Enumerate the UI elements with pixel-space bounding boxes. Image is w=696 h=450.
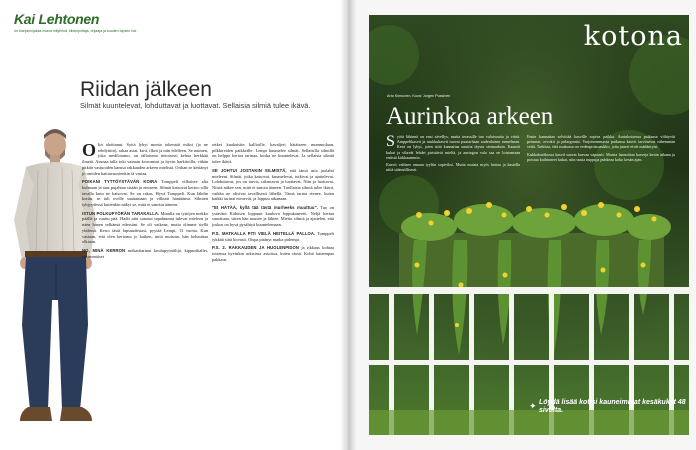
article-section: [82, 211, 208, 245]
section-heading: SE JOHTUI JOSTAKIN SILMISTÄ,: [212, 167, 287, 173]
article-section: [212, 205, 334, 228]
columnist-name: Kai Lehtonen: [14, 11, 100, 27]
article-paragraph: [386, 134, 520, 160]
magazine-masthead: kotona: [583, 21, 683, 52]
dropcap: S: [386, 133, 395, 150]
column-title: Riidan jälkeen: [80, 78, 212, 101]
dropcap: O: [82, 140, 97, 160]
article-column-1: [82, 142, 208, 262]
article-intro: [82, 142, 208, 176]
section-text: Tomppeli vilkaisee alta kulmaan ja taas pujahtaa sisään ja eteiseen. Silmät katsovat kertoo sillä tavalla kuin ne katsovat. Se on rakas. Hyvä Tomppeli. Kun lähdin kotiin, se tuli ovelle saattamaan ja vilkutti häntäänsä. Silmien tyhjyydessä kuitenkin näkyi se, mitä ei sanottu ääneen.: [82, 179, 208, 208]
article-paragraph: Ensin kannattaa selvittää kasville sopiva paikka. Aurinkoisessa paikassa viihtyvät petuniat, orvokit ja pelargoniat. Varjoisemmassa paikassa kasvit tarvitsevat vähemmän vettä. Tarkista, että ruukussa on vedenpoistoaukko, jotta juuret eivät mädäntyisi.: [527, 134, 675, 150]
article-column-2: [212, 142, 334, 265]
section-text: Minulla on tyttöjen mekko päällä ja ruuttu pää. Hadit niin sanotut tapahtumat tulevat mieleen ja näen hänen selkänsä edessäni. Se oli vaikeaa, mutta olimme siellä yhdessä. Kerro tästä lapsuudestasi, pyytää Lempi, 13 vuotta. Kun vastaan, että olen kertonut jo kaiken, mitä muistan, hän kohauttaa olkiaan.: [82, 210, 208, 245]
section-text: noikaritarinat koulupyöräilijä, kippurikallet, ensimmäiset: [82, 247, 208, 259]
article-section: [212, 168, 334, 202]
caption-arrow-icon: ✦: [529, 401, 537, 411]
section-heading: P.S. MATKALLA PITI VIELÄ HEITELLÄ PALLOA.: [212, 230, 316, 236]
article-column-1: [386, 134, 520, 174]
section-heading: NO, MINÄ KERRON: [82, 247, 126, 253]
article-paragraph: Kasvit valitsee omaan tyyliin sopiviksi. Mutta muista myös hoitaa ja kastella niitä säännöllisesti.: [386, 162, 520, 173]
article-section: [212, 231, 334, 242]
intro-text: lin aloittanut. Syitä lyhyt monia tokenaiti miksi (ja ne tehdyttiin), rahaa asiat, kirit, ilkeä ja niin edelleen. Se naimen, joka mediloiamo, on tällaisena tietoisesti kehua herkkää ilmetä. Asunaa talla toki vaiman kvavansut ja hyvin harkitoilla, vähän pitkän vastuoiden kanssa rakkauden arkeen mielistä. Orihan se kestänyt jo useiden haittavuosienkin tä vastaa.: [82, 142, 208, 176]
right-page: [356, 0, 696, 450]
paragraph-text: yötä lähinnä on ensi sävellys, mutta terassille tuo valoisuutta ja väriä. Amppelikasvit ja ruukkukasvit tuovat puutarhaan uudenlaisen tunnelman. Kesä on lyhyt, joten siitä kannattaa nauttia täysin siemauksin. Kauniit kukat ja vihreät lehdet piristävät mieltä, ja auringon valo saa ne loistamaan entistä kirkkaammin.: [386, 134, 520, 160]
column-subtitle: Silmät kuuntelevat, lohduttavat ja luottavat. Sellaisia silmiä tulee ikävä.: [80, 101, 311, 110]
section-heading: P.S. 2. RAKKAUDEN JA HUOLENPIDON: [212, 245, 300, 251]
photo-caption: Löydä lisää kotisi kauneimmat kesäkukat 48 sivulta.: [539, 399, 686, 414]
section-heading: ISTUN POLKUPYÖRÄN TARAKALLA.: [82, 210, 160, 216]
section-heading: POIKANI TYTTÖYSTÄVÄN KOIRA: [82, 179, 158, 185]
section-heading: "EI HÄTÄÄ, kyllä tää tästä murheeks muuttuu".: [212, 205, 318, 211]
page-gutter: [340, 0, 356, 450]
article-byline: Arto Kinnunen, Kuva: Jorgen Pussinen: [387, 94, 451, 98]
article-paragraph: retket kaukaisiin kallioille, kavaljeri hätäiseen mummolaan, pilkkireiden paikkeille. Lempi kuuntelee silmät. Sellaisilla silmillä on helppo kertoa tarinaa, koska ne kuuntelevat. Ja sellaisia silmiä tulee ikävä.: [212, 142, 334, 165]
flower-box-photo: [369, 15, 689, 435]
section-text: ja rikkaus kohtaa toisensa hyvinkin arkisissa asioissa, kuten tässä. Kohti kauempaa pakkaus.: [212, 245, 334, 262]
article-section: [82, 179, 208, 208]
section-text: Tuo on ystäväni Kähösen loppuun kuuluva loppukaneetti. Neljä kertaa sanottuna, sitten hän nousee ja lähtee. Mietin silmiä ja ajattelen, että joskus on hyvä pysähtyä kuuntelemaan.: [212, 205, 334, 228]
garden-scene-image: [369, 15, 689, 435]
columnist-tagline: on Kanjaninjakka ovava niityihinä, kilokirjoittaja, ohjaaja ja kuuden lapsen isä.: [14, 29, 137, 33]
section-text: Tomppeli tykkää siitä kovasti. Oispa pitänyt matka pidempi.: [212, 230, 334, 242]
section-text: että tämä asia juolahti mieleeni. Silmät, jotka katsovat, kuuntelevat, tutkivat ja ajattelevat. Lohduttavat, jos on tarvis, rakastavat ja luottavat. Niin ja luottavat. Niistä näkee sen, mitä ei sanota ääneen. Tuollaisia silmiä tulee ikävä, vaikka ne olisivat tavallisesti lähellä. Tämä tarina etenee, kuten kaikki tarinat etenevät, ja loppuu aikanaan.: [212, 167, 334, 202]
article-section: [82, 248, 208, 259]
article-title: Aurinkoa arkeen: [386, 103, 554, 130]
article-column-2: [527, 134, 675, 164]
article-section: [212, 245, 334, 262]
article-paragraph: Kukkalaatikossa kasvit saavat kasvaa vapaasti. Muista lannoittaa kasveja kesän aikana ja poistaa kuihtuneet kukat, niin uusia nuppuja puhkeaa koko kesän ajan.: [527, 151, 675, 162]
